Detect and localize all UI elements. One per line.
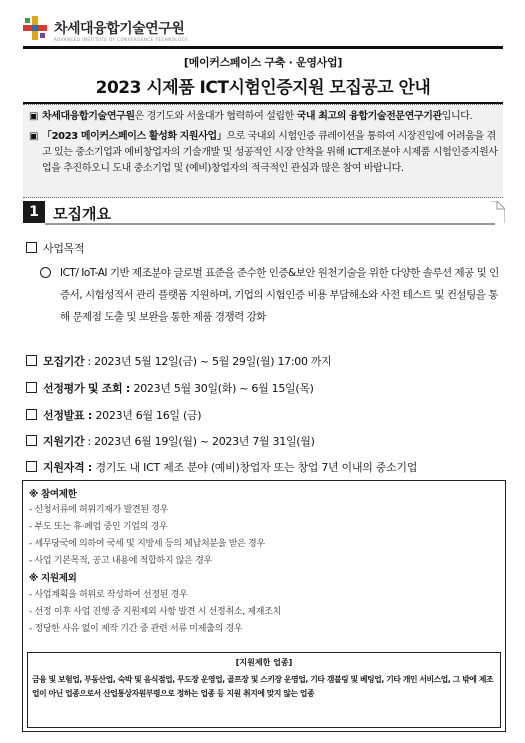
section-title: 모집개요: [53, 205, 111, 223]
purpose-text: ICT/ IoT-AI 기반 제조분야 글로벌 표준을 준수한 인증&보안 원천기술을 위한 다양한 솔루션 제공 및 인증서, 시험성적서 관리 플랫폼 지원하며, 기업의 시험인증 비용 부담해소와 사전 테스트 및 컨설팅을 통해 문제점 도출 및 보완을 통한 제품 경쟁력 강화: [60, 267, 499, 323]
page-subtitle: [메이커스페이스 구축 · 운영사업]: [183, 56, 343, 69]
recruit-period: [26, 353, 332, 369]
org-subname: ADVANCED INSTITUTE OF CONVERGENCE TECHNOLOGY: [54, 37, 188, 42]
item-label: 지원기간: [43, 435, 85, 448]
item-label: 모집기간: [43, 355, 85, 368]
intro-text-end: 입니다.: [441, 111, 473, 122]
restricted-industries-text: 금융 및 보험업, 부동산업, 숙박 및 음식점업, 무도장 운영업, 골프장 및 스키장 운영업, 기타 갬블링 및 베팅업, 기타 개인 서비스업, 그 밖에 제조업이 아닌 업종으로서 산업통상자원부령으로 정하는 업종 등 지원 취지에 맞지 않는 업종: [32, 675, 494, 698]
eligibility: [26, 459, 417, 475]
title-box: [23, 46, 503, 105]
square-bullet-icon: ▣: [29, 111, 39, 122]
exclusion-heading: ※ 지원제외: [29, 573, 77, 584]
exclusion-item: - 사업계획을 허위로 작성하여 선정된 경우: [29, 590, 188, 600]
checkbox-square-icon: [26, 461, 37, 472]
org-name: 차세대융합기술연구원: [54, 21, 185, 37]
intro-text: 은 경기도와 서울대가 협력하여 설립한: [134, 111, 297, 122]
exclusion-item: - 선정 이후 사업 진행 중 지원제외 사항 발견 시 선정취소, 제재조치: [29, 607, 281, 617]
restrictions-box: [22, 480, 506, 732]
item-separator: :: [84, 435, 95, 448]
item-separator: :: [84, 355, 95, 368]
item-value: 2023년 6월 19일(월) ~ 2023년 7월 31일(월): [94, 435, 315, 448]
intro-item-2: [29, 129, 499, 177]
purpose-heading: [26, 240, 84, 256]
item-separator: :: [84, 461, 96, 474]
restriction-item: - 부도 또는 휴·폐업 중인 기업의 경우: [29, 522, 168, 532]
checkbox-square-icon: [26, 382, 37, 393]
purpose-label: 사업목적: [43, 242, 85, 255]
restriction-item: - 신청서류에 허위기재가 발견된 경우: [29, 505, 169, 515]
checkbox-square-icon: [26, 355, 37, 366]
checkbox-square-icon: [26, 409, 37, 420]
evaluation-period: [26, 380, 314, 396]
section-header: [23, 201, 506, 227]
restriction-heading: ※ 참여제한: [29, 489, 77, 500]
org-logo: [22, 12, 188, 44]
checkbox-square-icon: [26, 435, 37, 446]
item-value: 2023년 6월 16일 (금): [95, 409, 202, 422]
intro-item-1: [29, 109, 499, 125]
restricted-industries-box: [27, 652, 501, 728]
program-name: 「2023 메이커스페이스 활성화 지원사업」: [42, 131, 227, 142]
page-fold-icon: [491, 201, 505, 223]
item-value: 2023년 5월 30일(화) ~ 6월 15일(목): [133, 382, 314, 395]
circle-bullet-icon: [40, 267, 51, 278]
section-number: 1: [23, 201, 45, 223]
intro-description: 으로 국내외 시험인증 큐레이션을 통하여 시장진입에 어려움을 겪고 있는 중소기업과 예비창업자의 기술개발 및 성공적인 시장 안착을 위해 ICT제조분야 시제품 시험인증지원사업을 추진하오니 도내 중소기업 및 (예비)창업자의 적극적인 관심과 많은 참여 바랍니다.: [42, 131, 498, 174]
support-period: [26, 433, 315, 449]
item-separator: :: [122, 382, 134, 395]
section-underline: [45, 223, 495, 225]
intro-highlight: 국내 최고의 융합기술전문연구기관: [296, 111, 442, 122]
square-bullet-icon: ▣: [29, 131, 39, 142]
restriction-item: - 사업 기본목적, 공고 내용에 적합하지 않은 경우: [29, 556, 212, 566]
announcement-date: [26, 407, 201, 423]
item-label: 지원자격: [43, 461, 85, 474]
checkbox-square-icon: [26, 242, 37, 253]
page-title: 2023 시제품 ICT시험인증지원 모집공고 안내: [95, 78, 431, 98]
restriction-item: - 세무당국에 의하여 국세 및 지방세 등의 체납처분을 받은 경우: [29, 539, 265, 549]
item-value: 경기도 내 ICT 제조 분야 (예비)창업자 또는 창업 7년 이내의 중소기업: [95, 461, 418, 474]
exclusion-item: - 정당한 사유 없이 제작 기간 중 관련 서류 미제출의 경우: [29, 624, 243, 634]
intro-org-name: 차세대융합기술연구원: [42, 111, 135, 122]
item-label: 선정평가 및 조회: [43, 382, 123, 395]
intro-box: [23, 104, 503, 198]
item-label: 선정발표: [43, 409, 85, 422]
logo-cross-icon: [22, 15, 48, 41]
purpose-item: [40, 262, 505, 328]
restricted-industries-title: [지원제한 업종]: [235, 658, 293, 667]
item-value: 2023년 5월 12일(금) ~ 5월 29일(월) 17:00 까지: [94, 355, 332, 368]
item-separator: :: [84, 409, 96, 422]
